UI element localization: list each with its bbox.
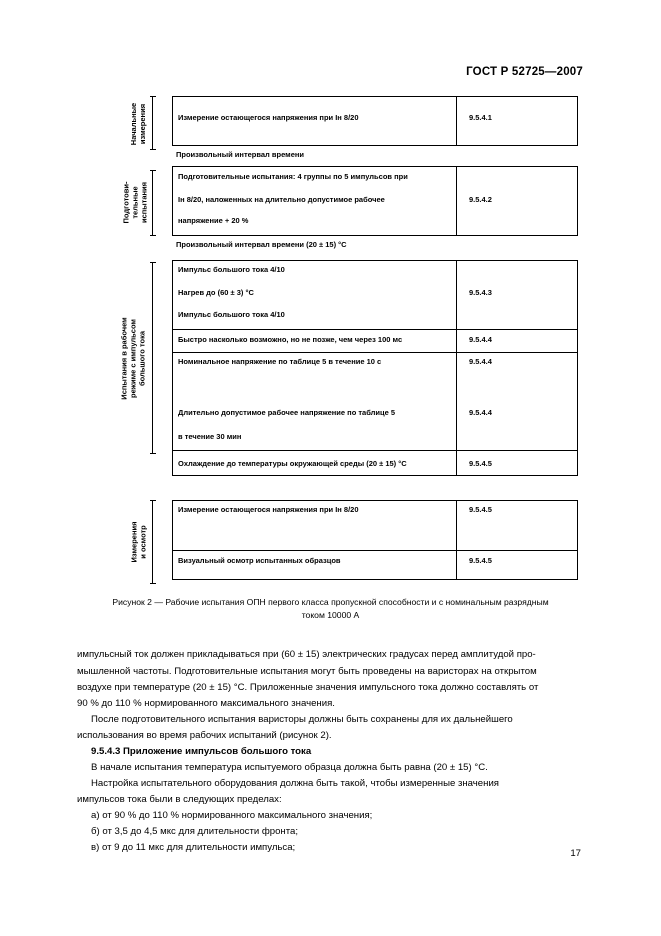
clause-ref-2: 9.5.4.2 <box>469 195 492 204</box>
clause-ref-5: 9.5.4.4 <box>469 357 492 366</box>
paragraph-line: использования во время рабочих испытаний (рисунок 2). <box>77 730 332 741</box>
step-interval-1: Произвольный интервал времени <box>176 150 305 159</box>
bracket-working <box>150 262 158 454</box>
clause-ref-9: 9.5.4.5 <box>469 556 492 565</box>
row-divider <box>172 329 578 330</box>
step-high-current-impulse-1: Импульс большого тока 4/10 <box>178 265 285 274</box>
paragraph-line: мышленной частоты. Подготовительные испытания могут быть проведены на варисторах на открытом <box>77 666 537 677</box>
side-label-final: Измерения и осмотр <box>129 521 148 563</box>
clause-ref-8: 9.5.4.5 <box>469 505 492 514</box>
paragraph-line: воздухе при температуре (20 ± 15) °С. Приложенные значения импульсного тока должно составлять от <box>77 682 539 693</box>
clause-ref-4: 9.5.4.4 <box>469 335 492 344</box>
bracket-initial <box>150 96 158 150</box>
bracket-final <box>150 500 158 584</box>
clause-ref-3: 9.5.4.3 <box>469 288 492 297</box>
section-heading: 9.5.4.3 Приложение импульсов большого тока <box>91 746 312 757</box>
step-preparatory-line1: Подготовительные испытания: 4 группы по 5 импульсов при <box>178 172 408 181</box>
step-quick-transfer: Быстро насколько возможно, но не позже, чем через 100 мс <box>178 335 403 344</box>
list-item: в) от 9 до 11 мкс для длительности импульса; <box>91 842 296 853</box>
paragraph-line: импульсный ток должен прикладываться при (60 ± 15) электрических градусах перед амплитудой про- <box>77 649 536 660</box>
step-continuous-voltage-line1: Длительно допустимое рабочее напряжение по таблице 5 <box>178 408 396 417</box>
step-rated-voltage: Номинальное напряжение по таблице 5 в течение 10 с <box>178 357 382 366</box>
page-number: 17 <box>570 848 581 859</box>
paragraph-line: В начале испытания температура испытуемого образца должна быть равна (20 ± 15) °С. <box>91 762 488 773</box>
paragraph-line: После подготовительного испытания варисторы должны быть сохранены для их дальнейшего <box>91 714 513 725</box>
document-id: ГОСТ Р 52725—2007 <box>466 66 583 78</box>
step-high-current-impulse-2: Импульс большого тока 4/10 <box>178 310 285 319</box>
figure-caption <box>55 596 606 622</box>
bracket-preparatory <box>150 170 158 236</box>
step-visual-inspection: Визуальный осмотр испытанных образцов <box>178 556 341 565</box>
step-heating: Нагрев до (60 ± 3) °С <box>178 288 254 297</box>
figure-caption-line1: Рисунок 2 — Рабочие испытания ОПН первого класса пропускной способности и с номинальным разрядным <box>112 597 549 607</box>
side-label-initial: Начальные измерения <box>129 102 148 146</box>
list-item: б) от 3,5 до 4,5 мкс для длительности фронта; <box>91 826 299 837</box>
paragraph-line: Настройка испытательного оборудования должна быть такой, чтобы измеренные значения <box>91 778 499 789</box>
clause-ref-6: 9.5.4.4 <box>469 408 492 417</box>
step-initial-measurement: Измерение остающегося напряжения при Iн 8/20 <box>178 113 359 122</box>
list-item: а) от 90 % до 110 % нормированного максимального значения; <box>91 810 373 821</box>
figure-caption-line2: током 10000 А <box>301 610 360 620</box>
step-preparatory-line2: Iн 8/20, наложенных на длительно допустимое рабочее <box>178 195 385 204</box>
row-divider <box>172 550 578 551</box>
row-divider <box>172 450 578 451</box>
step-interval-2: Произвольный интервал времени (20 ± 15) °С <box>176 240 347 249</box>
clause-ref-1: 9.5.4.1 <box>469 113 492 122</box>
row-divider <box>172 352 578 353</box>
step-continuous-voltage-line2: в течение 30 мин <box>178 432 242 441</box>
side-label-working: Испытания в рабочем режиме с импульсом большого тока <box>119 316 147 400</box>
clause-ref-7: 9.5.4.5 <box>469 459 492 468</box>
paragraph-line: 90 % до 110 % нормированного максимального значения. <box>77 698 335 709</box>
step-preparatory-line3: напряжение + 20 % <box>178 216 249 225</box>
paragraph-line: импульсов тока были в следующих пределах: <box>77 794 282 805</box>
side-label-preparatory: Подготови- тельные испытания <box>121 181 149 223</box>
step-final-measurement: Измерение остающегося напряжения при Iн 8/20 <box>178 505 359 514</box>
step-cooling: Охлаждение до температуры окружающей среды (20 ± 15) °С <box>178 459 407 468</box>
